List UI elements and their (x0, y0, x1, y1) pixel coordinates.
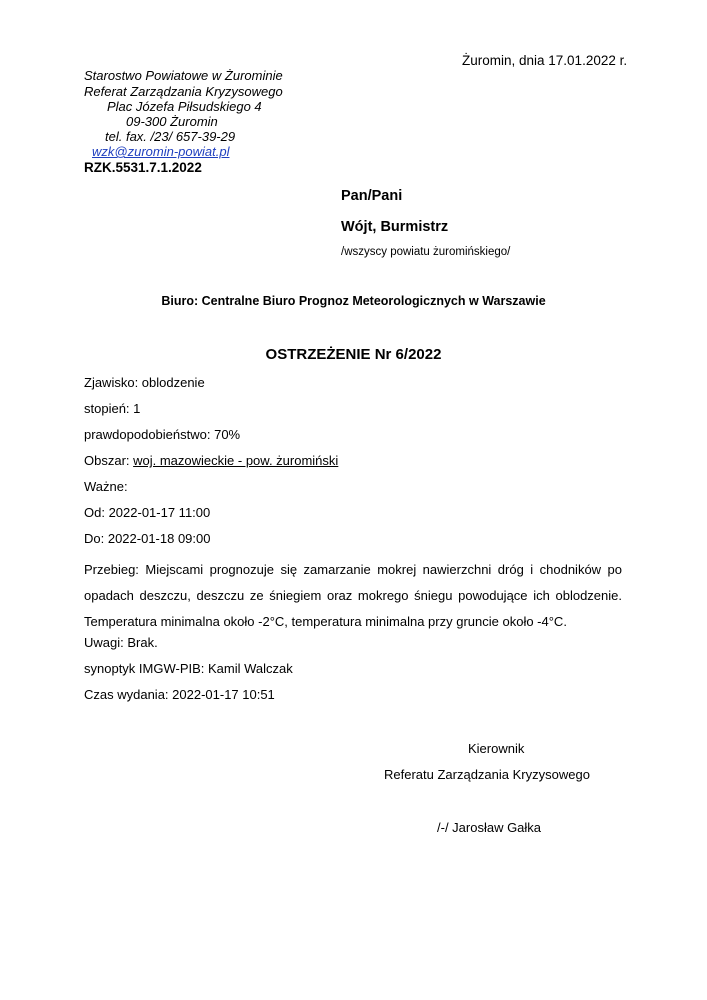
reference-number: RZK.5531.7.1.2022 (84, 160, 202, 175)
sender-city: 09-300 Żuromin (126, 114, 218, 129)
forecaster: synoptyk IMGW-PIB: Kamil Walczak (84, 661, 293, 676)
signature-role: Kierownik (468, 741, 525, 756)
remarks: Uwagi: Brak. (84, 635, 158, 650)
probability: prawdopodobieństwo: 70% (84, 427, 241, 442)
addressee-title: Wójt, Burmistrz (341, 219, 449, 235)
phenomenon: Zjawisko: oblodzenie (84, 375, 205, 390)
addressee-salutation: Pan/Pani (341, 188, 403, 204)
sender-department: Referat Zarządzania Kryzysowego (84, 84, 283, 99)
area-value: woj. mazowieckie - pow. żuromiński (133, 453, 339, 468)
bureau-line: Biuro: Centralne Biuro Prognoz Meteorologicznych w Warszawie (161, 294, 546, 308)
sender-street: Plac Józefa Piłsudskiego 4 (107, 99, 262, 114)
valid-to: Do: 2022-01-18 09:00 (84, 531, 211, 546)
document-date: Żuromin, dnia 17.01.2022 r. (462, 53, 628, 68)
degree: stopień: 1 (84, 401, 141, 416)
signature-name: /-/ Jarosław Gałka (437, 820, 542, 835)
course-description: Przebieg: Miejscami prognozuje się zamarzanie mokrej nawierzchni dróg i chodników po opadach deszczu, deszczu ze śniegiem oraz mokrego śniegu powodujące ich oblodzenie. Temperatura minimalna około -2°C, temperatura minimalna przy gruncie około -4°C. (84, 562, 622, 629)
valid-label: Ważne: (84, 479, 128, 494)
area-label: Obszar: (84, 453, 134, 468)
sender-office: Starostwo Powiatowe w Żurominie (84, 68, 283, 83)
page-title: OSTRZEŻENIE Nr 6/2022 (265, 346, 442, 363)
sender-phone: tel. fax. /23/ 657-39-29 (105, 129, 236, 144)
area (84, 453, 338, 468)
signature-department: Referatu Zarządzania Kryzysowego (384, 767, 590, 782)
valid-from: Od: 2022-01-17 11:00 (84, 505, 211, 520)
sender-email-link[interactable]: wzk@zuromin-powiat.pl (92, 144, 230, 159)
addressee-note: /wszyscy powiatu żuromińskiego/ (341, 246, 511, 258)
issue-time: Czas wydania: 2022-01-17 10:51 (84, 687, 275, 702)
